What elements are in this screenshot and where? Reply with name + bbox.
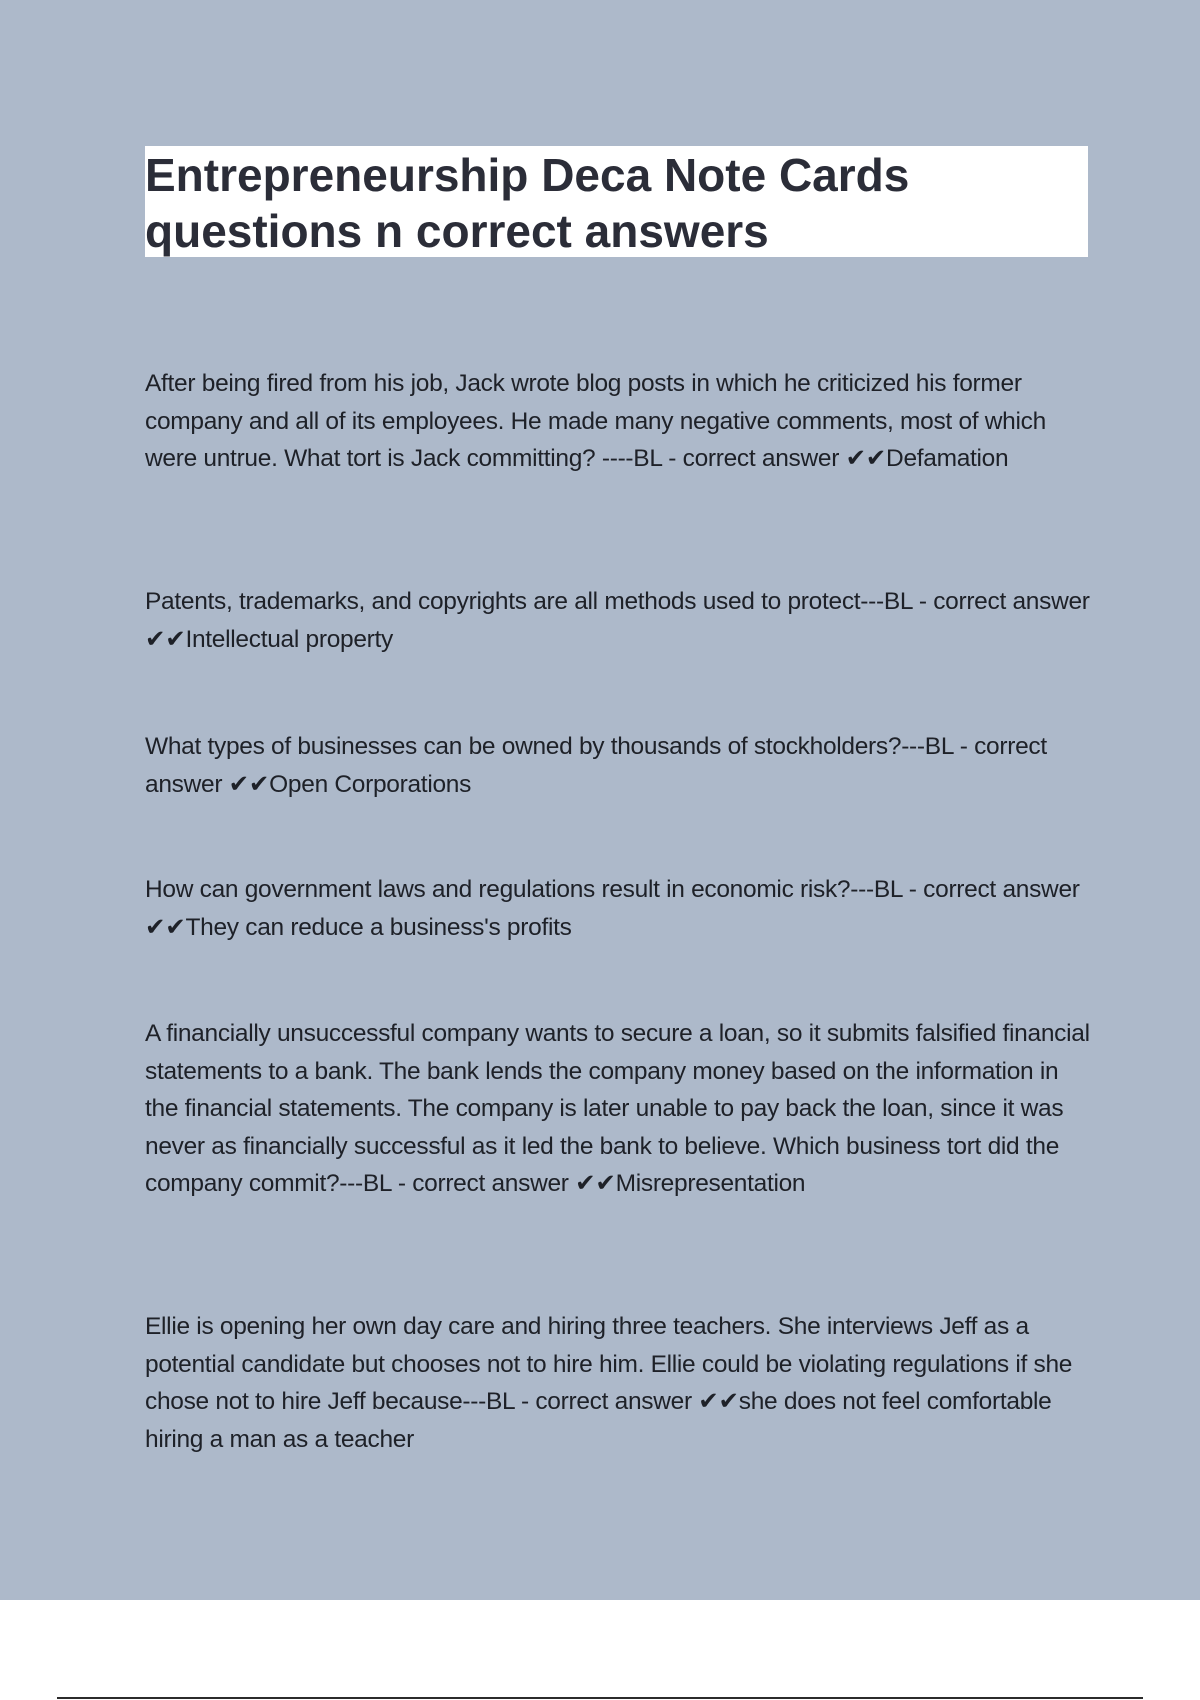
question-text: How can government laws and regulations result in economic risk?---BL - correct answer ✔✔: [145, 876, 1080, 941]
question-text: Ellie is opening her own day care and hiring three teachers. She interviews Jeff as a potential candidate but chooses not to hire him. Ellie could be violating regulations if she chose not to hire Jeff because---BL - correct answer ✔✔: [145, 1313, 1073, 1415]
question-text: A financially unsuccessful company wants to secure a loan, so it submits falsified financial statements to a bank. The bank lends the company money based on the information in the financial statements. The company is later unable to pay back the loan, since it was never as financially successful as it led the bank to believe. Which business tort did the company commit?---BL - correct answer ✔✔: [145, 1020, 1090, 1197]
footer-divider: [57, 1697, 1143, 1699]
qa-item: [145, 583, 1095, 658]
answer-text: she does not feel comfortable hiring a man as a teacher: [145, 1388, 1052, 1453]
qa-item: [145, 728, 1095, 803]
title-box: [145, 146, 1088, 257]
question-text: After being fired from his job, Jack wrote blog posts in which he criticized his former company and all of its employees. He made many negative comments, most of which were untrue. What tort is Jack committing? ----BL - correct answer ✔✔: [145, 370, 1046, 472]
qa-item: [145, 365, 1095, 478]
question-text: Patents, trademarks, and copyrights are all methods used to protect---BL - correct answer ✔✔: [145, 588, 1090, 653]
qa-item: [145, 871, 1095, 946]
page-title: Entrepreneurship Deca Note Cards questions n correct answers: [145, 149, 910, 257]
answer-text: Intellectual property: [185, 625, 393, 653]
answer-text: Misrepresentation: [615, 1170, 806, 1197]
answer-text: Open Corporations: [269, 770, 472, 798]
question-text: What types of businesses can be owned by thousands of stockholders?---BL - correct answer ✔✔: [145, 733, 1047, 798]
qa-item: [145, 1308, 1095, 1458]
answer-text: Defamation: [886, 445, 1009, 472]
answer-text: They can reduce a business's profits: [185, 913, 572, 941]
qa-item: [145, 1015, 1095, 1203]
